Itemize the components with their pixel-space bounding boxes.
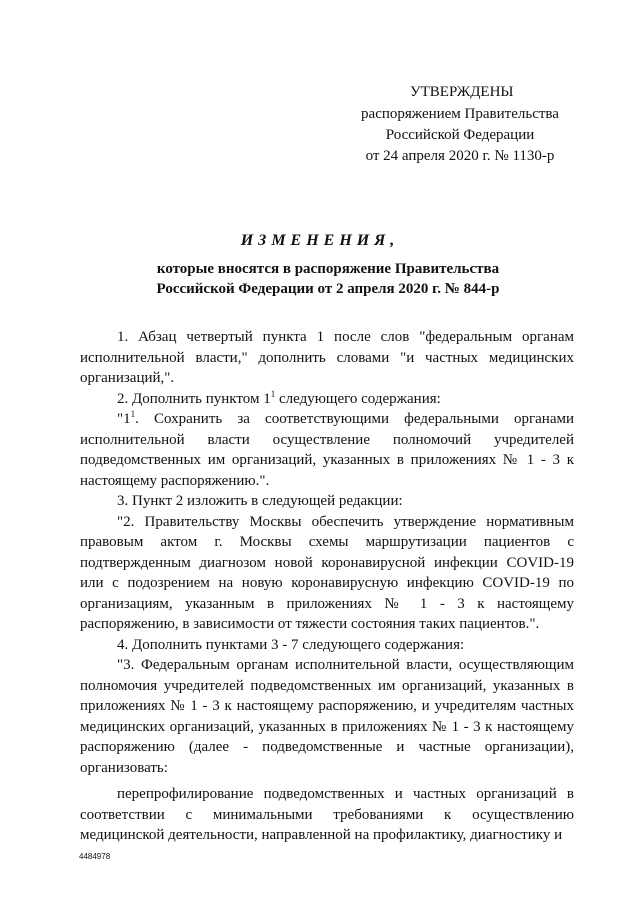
paragraph: перепрофилирование подведомственных и частных организаций в соответствии с минимальными требованиями к осуществлению медицинской деятельности, направленной на профилактику, диагностику и	[80, 786, 574, 843]
document-id: 4484978	[79, 852, 111, 861]
paragraph: "3. Федеральным органам исполнительной власти, осуществляющим полномочия учредителей подведомственных им организаций, указанных в приложениях № 1 - 3 к настоящему распоряжению, и учредителям частных медицинских организаций, указанных в приложениях № 1 - 3 к настоящему распоряжению (далее - подведомственные и частные организации), организовать:	[80, 657, 574, 776]
approval-heading: УТВЕРЖДЕНЫ	[410, 84, 514, 100]
paragraph: 1. Абзац четвертый пункта 1 после слов "федеральным органам исполнительной власти," дополнить словами "и частных медицинских организаций,".	[80, 329, 574, 386]
approval-date-number: от 24 апреля 2020 г. № 1130-р	[365, 148, 555, 164]
subtitle-line: которые вносятся в распоряжение Правительства	[156, 261, 500, 277]
paragraph-text: . Сохранить за соответствующими федеральными органами исполнительной власти осуществление полномочий учредителей подведомственных им организаций, указанных в приложениях № 1 - 3 к настоящему распоряжению.".	[80, 411, 574, 489]
subtitle-line: Российской Федерации от 2 апреля 2020 г. № 844-р	[156, 281, 500, 297]
approval-line: распоряжением Правительства	[361, 106, 559, 122]
document-title: ИЗМЕНЕНИЯ,	[240, 232, 400, 249]
superscript: 1	[270, 388, 276, 399]
paragraph	[80, 409, 574, 491]
paragraph-text: следующего содержания:	[275, 390, 441, 407]
document-body	[80, 327, 574, 846]
paragraph	[80, 389, 574, 410]
approval-line: Российской Федерации	[385, 127, 535, 143]
paragraph-text: "1	[117, 411, 131, 427]
document-subtitle	[80, 259, 576, 299]
paragraph: 4. Дополнить пунктами 3 - 7 следующего содержания:	[117, 636, 465, 653]
paragraph-text: 2. Дополнить пунктом 1	[117, 390, 271, 407]
superscript: 1	[130, 409, 136, 419]
paragraph: 3. Пункт 2 изложить в следующей редакции:	[117, 493, 403, 509]
paragraph: "2. Правительству Москвы обеспечить утверждение нормативным правовым актом г. Москвы схемы маршрутизации пациентов с подтвержденным диагнозом новой коронавирусной инфекции COVID-19 или с подозрением на новую коронавирусную инфекцию COVID-19 по организациям, указанным в приложениях № 1 - 3 к настоящему распоряжению, в зависимости от тяжести состояния таких пациентов.".	[80, 513, 574, 632]
